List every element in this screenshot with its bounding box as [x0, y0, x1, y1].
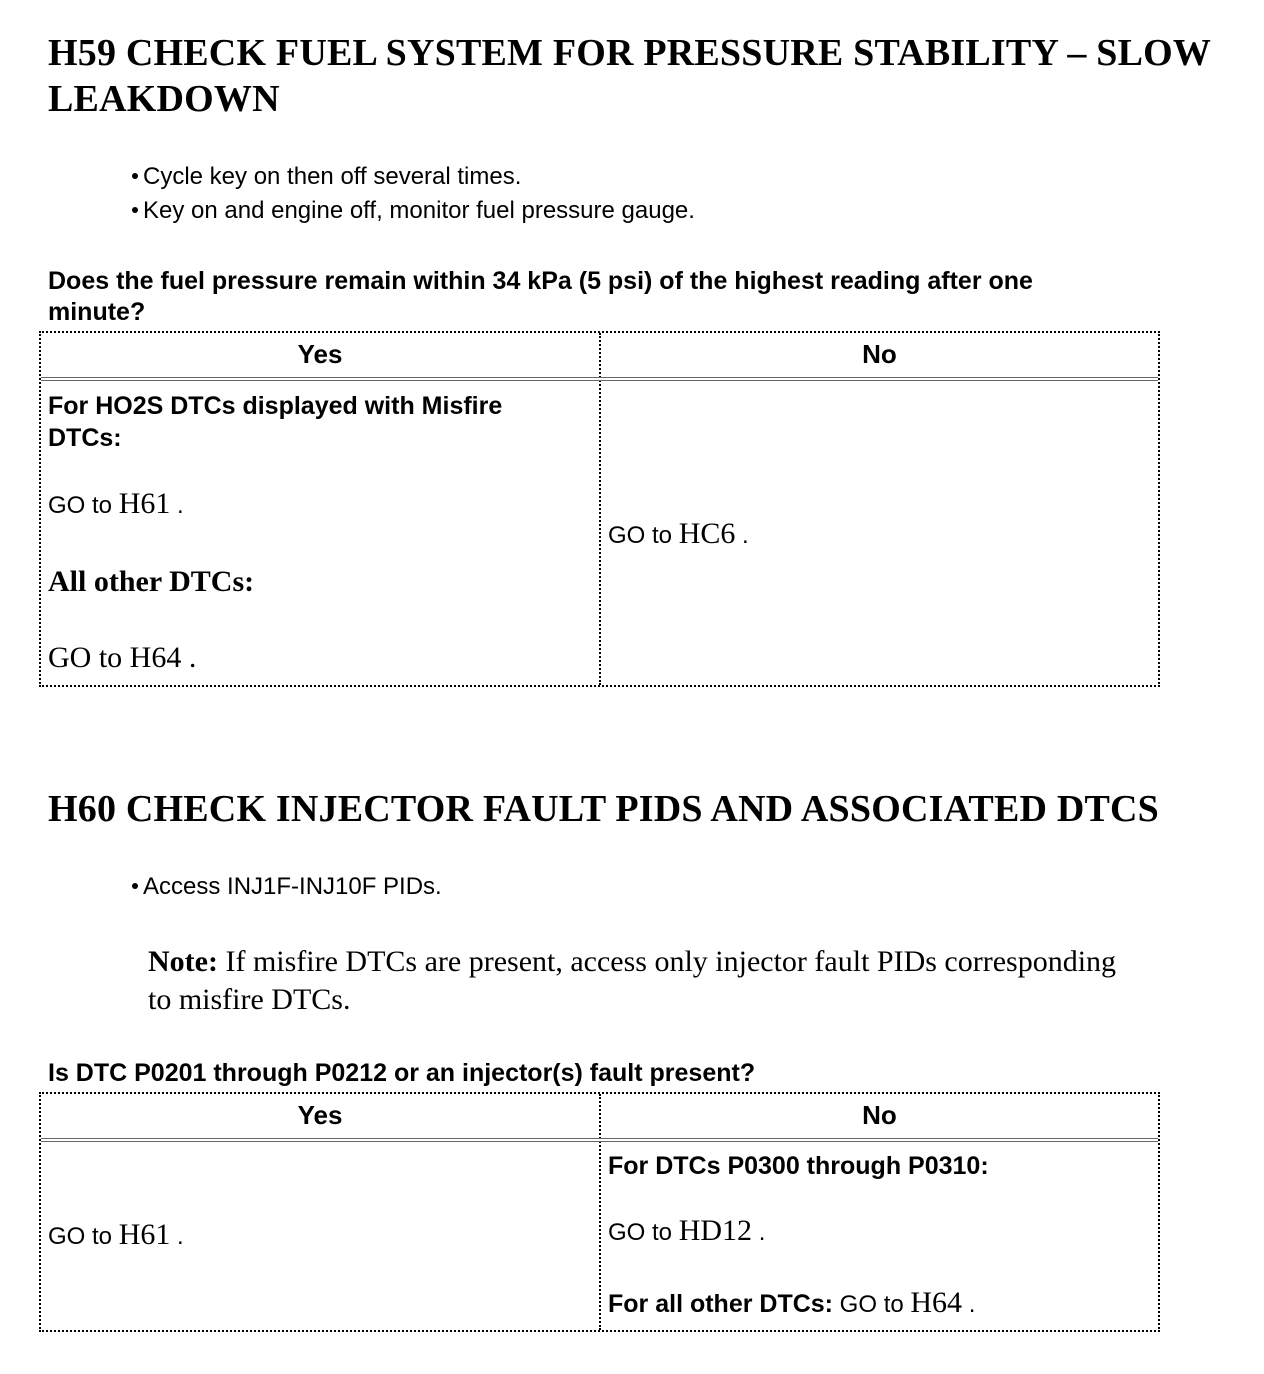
h59-no-header: No: [862, 339, 897, 369]
h59-bullet-1-text: Cycle key on then off several times.: [143, 163, 522, 190]
h60-no-go-h64[interactable]: [833, 1286, 976, 1319]
go-link-h61[interactable]: H61: [118, 487, 171, 520]
h59-yes-label1-line1: For HO2S DTCs displayed with Misfire: [48, 392, 503, 420]
h60-no-other-dtcs: [608, 1286, 975, 1320]
h59-bullet-2: [132, 194, 695, 228]
h60-yes-header: Yes: [297, 1100, 343, 1130]
go-suffix: .: [735, 522, 749, 549]
h59-yes-header: Yes: [297, 339, 343, 369]
h59-title-line2: LEAKDOWN: [48, 78, 280, 120]
h60-note-line1: [148, 943, 1116, 981]
h59-no-go-hc6[interactable]: [608, 517, 749, 551]
bullet-icon: [132, 207, 138, 213]
go-prefix: GO to: [48, 492, 119, 519]
go-suffix: .: [752, 1219, 766, 1246]
bullet-icon: [132, 883, 138, 889]
go-suffix: .: [962, 1291, 976, 1318]
h60-no-go-hd12[interactable]: [608, 1214, 765, 1248]
bullet-icon: [132, 173, 138, 179]
go-prefix: GO to: [608, 1219, 679, 1246]
go-link-hd12[interactable]: HD12: [678, 1214, 753, 1247]
go-prefix: GO to: [48, 1223, 119, 1250]
h59-bullet-1: [132, 160, 521, 194]
h60-bullet-1-text: Access INJ1F-INJ10F PIDs.: [143, 873, 442, 900]
h59-question-line1: Does the fuel pressure remain within 34 kPa (5 psi) of the highest reading after one: [48, 267, 1033, 295]
go-prefix: GO to: [608, 522, 679, 549]
go-link-h64[interactable]: H64: [910, 1286, 963, 1319]
h59-yes-label2: All other DTCs:: [48, 565, 255, 598]
h59-decision-table: [39, 331, 1160, 687]
h59-yes-go-h61[interactable]: [48, 487, 184, 521]
h60-no-label1: For DTCs P0300 through P0310:: [608, 1152, 989, 1180]
h59-yes-go-h64[interactable]: GO to H64 .: [48, 641, 197, 674]
go-link-hc6[interactable]: HC6: [678, 517, 736, 550]
h60-no-header: No: [862, 1100, 897, 1130]
table-column-divider: [599, 333, 601, 685]
h60-title: H60 CHECK INJECTOR FAULT PIDS AND ASSOCIATED DTCS: [48, 788, 1160, 830]
table-header-divider: [41, 1138, 1158, 1142]
h60-note-line2: to misfire DTCs.: [148, 983, 351, 1016]
h60-decision-table: [39, 1092, 1160, 1332]
note-text-line1: If misfire DTCs are present, access only injector fault PIDs corresponding: [217, 945, 1117, 978]
go-suffix: .: [170, 1223, 184, 1250]
h59-question-line2: minute?: [48, 298, 146, 326]
h60-bullet-1: [132, 870, 442, 904]
h59-title-line1: H59 CHECK FUEL SYSTEM FOR PRESSURE STABILITY – SLOW: [48, 32, 1212, 74]
go-link-h61[interactable]: H61: [118, 1218, 171, 1251]
h59-bullet-2-text: Key on and engine off, monitor fuel pressure gauge.: [143, 197, 695, 224]
h60-question: Is DTC P0201 through P0212 or an injector(s) fault present?: [48, 1059, 756, 1087]
h60-yes-go-h61[interactable]: [48, 1218, 184, 1252]
go-prefix: GO to: [833, 1291, 911, 1318]
note-label: Note:: [148, 945, 218, 978]
table-header-divider: [41, 377, 1158, 381]
go-suffix: .: [170, 492, 184, 519]
h60-no-label2: For all other DTCs:: [608, 1290, 834, 1318]
h59-yes-label1-line2: DTCs:: [48, 424, 122, 452]
